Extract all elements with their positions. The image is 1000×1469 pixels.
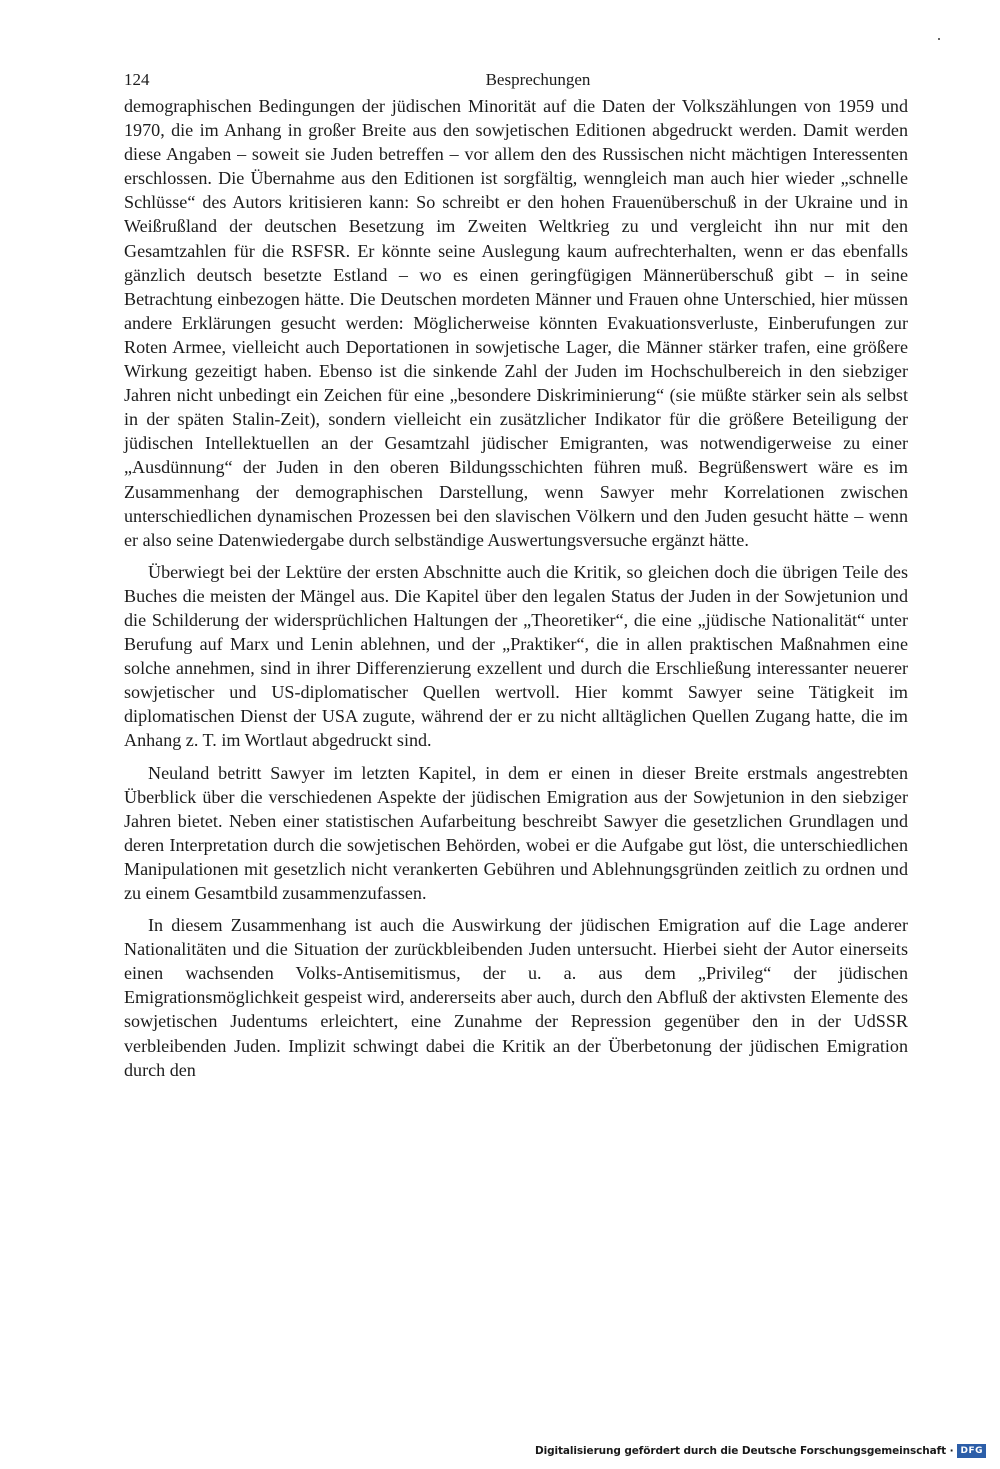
paragraph-2: Überwiegt bei der Lektüre der ersten Abschnitte auch die Kritik, so gleichen doch die übrigen Teile des Buches die meisten der Mängel aus. Die Kapitel über den legalen Status der Juden in der Sowjetunion und die Schilderung der widersprüchlichen Haltungen der „Theoretiker“, die eine „jüdische Nationalität“ unter Berufung auf Marx und Lenin ablehnen, und der „Praktiker“, die in allen praktischen Maßnahmen eine solche annehmen, sind in ihrer Differenzierung exzellent und durch die Erschließung interessanter neuerer sowjetischer und US-diplomatischer Quellen wertvoll. Hier kommt Sawyer seine Tätigkeit im diplomatischen Dienst der USA zugute, während der er zu nicht alltäglichen Quellen Zugang hatte, die im Anhang z. T. im Wortlaut abgedruckt sind.: [124, 561, 908, 751]
digitization-footer: [535, 1442, 986, 1460]
page-number: 124: [124, 70, 150, 89]
paragraph-4: In diesem Zusammenhang ist auch die Auswirkung der jüdischen Emigration auf die Lage anderer Nationalitäten und die Situation der zurückbleibenden Juden untersucht. Hierbei sieht der Autor einerseits einen wachsenden Volks-Antisemitismus, der u. a. aus dem „Privileg“ der jüdischen Emigrationsmöglichkeit gespeist wird, andererseits aber auch, durch den Abfluß der aktivsten Elemente des sowjetischen Judentums erleichtert, eine Zunahme der Repression gegenüber den in der UdSSR verbleibenden Juden. Implizit schwingt dabei die Kritik an der Überbetonung der jüdischen Emigration durch den: [124, 915, 908, 1080]
page: [124, 62, 908, 1090]
running-head: [124, 62, 908, 94]
paragraph-3: Neuland betritt Sawyer im letzten Kapitel, in dem er einen in dieser Breite erstmals angestrebten Überblick über die verschiedenen Aspekte der jüdischen Emigration aus der Sowjetunion in den siebziger Jahren bietet. Neben einer statistischen Aufarbeitung beschreibt Sawyer die gesetzlichen Grundlagen und deren Interpretation durch die sowjetischen Behörden, wobei er die Aufgabe gut löst, die unterschiedlichen Manipulationen mit gesetzlich nicht verankerten Gebühren und Ablehnungsgründen zeitlich zu ordnen und zu einem Gesamtbild zusammenzufassen.: [124, 762, 908, 903]
scan-mark: [938, 38, 940, 40]
dfg-logo-icon: DFG: [957, 1444, 986, 1458]
funding-note: Digitalisierung gefördert durch die Deutsche Forschungsgemeinschaft ·: [534, 1445, 954, 1457]
paragraph-1: demographischen Bedingungen der jüdischen Minorität auf die Daten der Volkszählungen von 1959 und 1970, die im Anhang in großer Breite aus den sowjetischen Editionen abgedruckt werden. Damit werden diese Angaben – soweit sie Juden betreffen – vor allem den des Russischen nicht mächtigen Interessenten erschlossen. Die Übernahme aus den Editionen ist sorgfältig, wenngleich man auch hier wieder „schnelle Schlüsse“ des Autors kritisieren kann: So schreibt er den hohen Frauenüberschuß in der Ukraine und in Weißrußland der deutschen Besetzung im Zweiten Weltkrieg zu und vergleicht ihn nur mit den Gesamtzahlen für die RSFSR. Er könnte seine Auslegung kaum aufrechterhalten, wenn er das ebenfalls gänzlich deutsch besetzte Estland – wo es einen geringfügigen Männerüberschuß gibt – in seine Betrachtung einbezogen hätte. Die Deutschen mordeten Männer und Frauen ohne Unterschied, hier müssen andere Erklärungen gesucht werden: Möglicherweise könnten Evakuationsverluste, Einberufungen zur Roten Armee, vielleicht auch Deportationen in sowjetische Lager, die Männer stärker trafen, eine größere Wirkung gezeitigt haben. Ebenso ist die sinkende Zahl der Juden im Hochschulbereich in den siebziger Jahren nicht unbedingt ein Zeichen für eine „besondere Diskriminierung“ (sie müßte stärker sein als selbst in der späten Stalin-Zeit), sondern vielleicht ein zusätzlicher Indikator für die größere Beteiligung der jüdischen Intellektuellen an der Gesamtzahl jüdischer Emigranten, was notwendigerweise zu einer „Ausdünnung“ der Juden in den oberen Bildungsschichten führen muß. Begrüßenswert wäre es im Zusammenhang der demographischen Darstellung, wenn Sawyer mehr Korrelationen zwischen unterschiedlichen dynamischen Prozessen bei den slavischen Völkern und den Juden gesucht hätte – wenn er also seine Datenwiedergabe durch selbständige Auswertungsversuche ergänzt hätte.: [124, 96, 908, 550]
running-title: Besprechungen: [485, 70, 591, 89]
body-text: [124, 94, 908, 1082]
